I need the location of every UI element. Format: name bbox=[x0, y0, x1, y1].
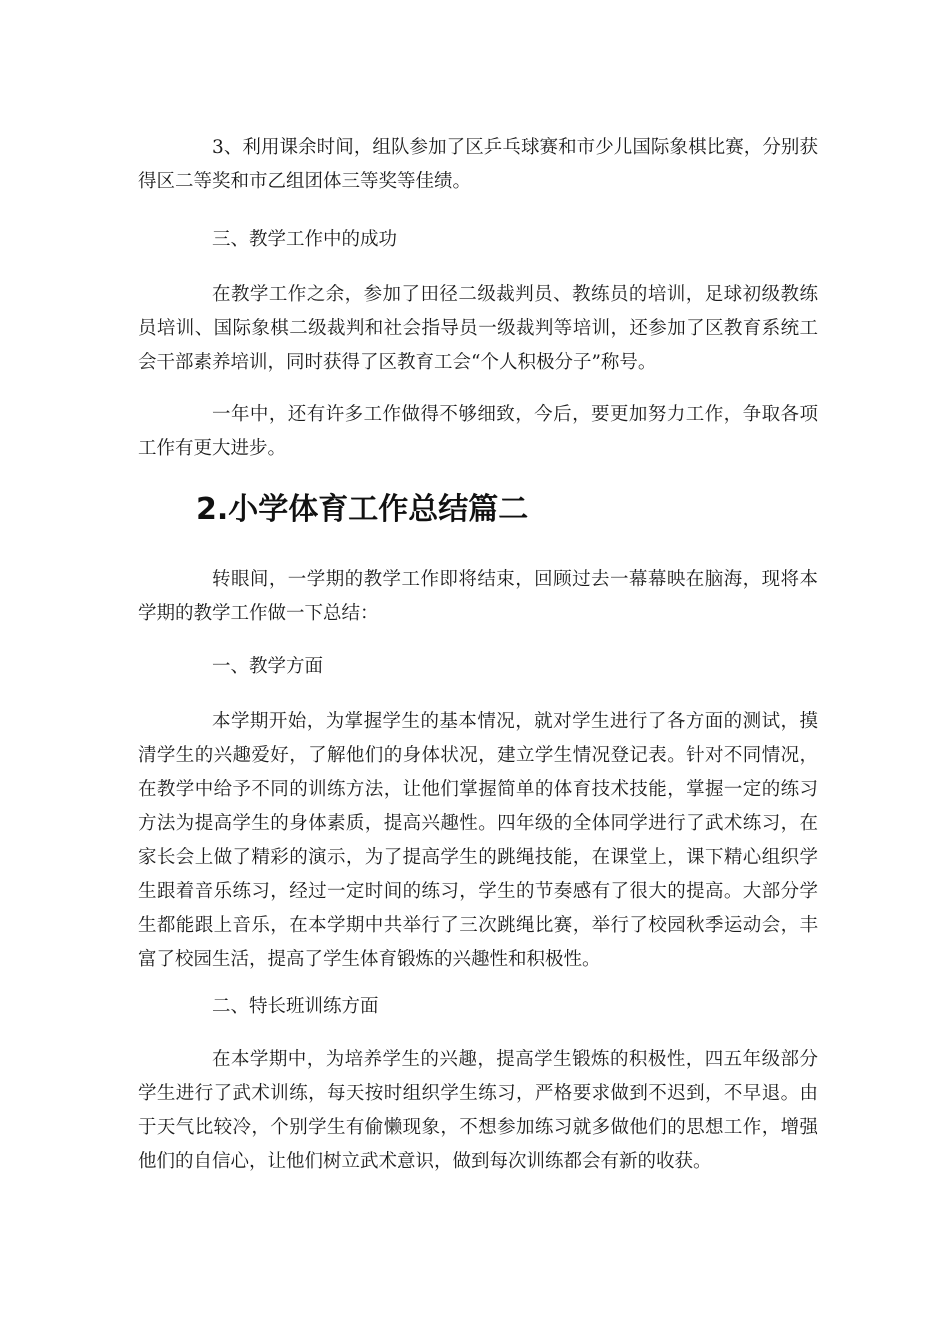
subheading-teaching: 一、教学方面 bbox=[212, 656, 324, 677]
section-heading: 2.小学体育工作总结篇二 bbox=[196, 492, 529, 527]
subheading-special-class: 二、特长班训练方面 bbox=[212, 996, 379, 1017]
paragraph-teaching: 本学期开始，为掌握学生的基本情况，就对学生进行了各方面的测试，摸清学生的兴趣爱好，了解他们的身体状况，建立学生情况登记表。针对不同情况，在教学中给予不同的训练方法，让他们掌握简单的体育技术技能，掌握一定的练习方法为提高学生的身体素质，提高兴趣性。四年级的全体同学进行了武术练习，在家长会上做了精彩的演示，为了提高学生的跳绳技能，在课堂上，课下精心组织学生跟着音乐练习，经过一定时间的练习，学生的节奏感有了很大的提高。大部分学生都能跟上音乐，在本学期中共举行了三次跳绳比赛，举行了校园秋季运动会，丰富了校园生活，提高了学生体育锻炼的兴趣性和积极性。 bbox=[138, 711, 818, 970]
subheading-teaching-success: 三、教学工作中的成功 bbox=[212, 229, 398, 250]
paragraph-training: 在教学工作之余，参加了田径二级裁判员、教练员的培训，足球初级教练员培训、国际象棋二级裁判和社会指导员一级裁判等培训，还参加了区教育系统工会干部素养培训，同时获得了区教育工会“个人积极分子”称号。 bbox=[138, 284, 818, 373]
paragraph-year-summary: 一年中，还有许多工作做得不够细致，今后，要更加努力工作，争取各项工作有更大进步。 bbox=[138, 404, 818, 459]
paragraph-special-class: 在本学期中，为培养学生的兴趣，提高学生锻炼的积极性，四五年级部分学生进行了武术训练，每天按时组织学生练习，严格要求做到不迟到，不早退。由于天气比较冷，个别学生有偷懒现象，不想参加练习就多做他们的思想工作，增强他们的自信心，让他们树立武术意识，做到每次训练都会有新的收获。 bbox=[138, 1049, 818, 1172]
paragraph-intro: 转眼间，一学期的教学工作即将结束，回顾过去一幕幕映在脑海，现将本学期的教学工作做一下总结： bbox=[138, 569, 818, 624]
paragraph-awards: 3、利用课余时间，组队参加了区乒乓球赛和市少儿国际象棋比赛，分别获得区二等奖和市乙组团体三等奖等佳绩。 bbox=[138, 137, 818, 192]
